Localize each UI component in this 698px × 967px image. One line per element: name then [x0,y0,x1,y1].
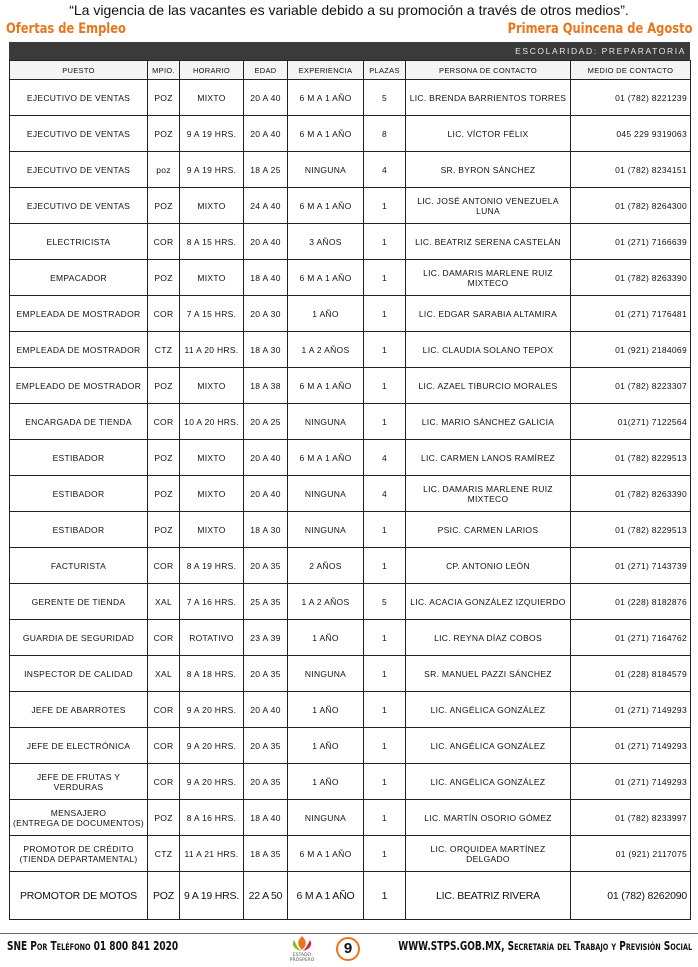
puesto-cell: MENSAJERO (ENTREGA DE DOCUMENTOS) [10,800,148,836]
job-offers-table [9,60,691,920]
edad-cell: 20 A 35 [244,656,288,692]
edad-cell: 23 A 39 [244,620,288,656]
contacto-cell: PSIC. CARMEN LARIOS [406,512,571,548]
experiencia-cell: NINGUNA [288,152,364,188]
mpio-cell: POZ [148,368,180,404]
medio-contacto-cell: 01 (921) 2117075 [571,836,691,872]
horario-cell: 7 A 15 HRS. [180,296,244,332]
edad-cell: 20 A 35 [244,764,288,800]
puesto-cell: EJECUTIVO DE VENTAS [10,80,148,116]
horario-cell: 8 A 18 HRS. [180,656,244,692]
experiencia-cell: 6 M A 1 AÑO [288,116,364,152]
experiencia-cell: NINGUNA [288,656,364,692]
horario-cell: MIXTO [180,368,244,404]
horario-cell: 9 A 19 HRS. [180,116,244,152]
mpio-cell: POZ [148,476,180,512]
horario-cell: 8 A 16 HRS. [180,800,244,836]
contacto-cell: LIC. JOSÉ ANTONIO VENEZUELA LUNA [406,188,571,224]
plazas-cell: 1 [364,512,406,548]
edad-cell: 18 A 40 [244,800,288,836]
mpio-cell: POZ [148,512,180,548]
puesto-cell: EMPLEADA DE MOSTRADOR [10,296,148,332]
plazas-cell: 1 [364,368,406,404]
medio-contacto-cell: 01 (782) 8229513 [571,512,691,548]
puesto-cell: ENCARGADA DE TIENDA [10,404,148,440]
edad-cell: 18 A 30 [244,332,288,368]
plazas-cell: 1 [364,404,406,440]
plazas-cell: 1 [364,800,406,836]
puesto-cell: INSPECTOR DE CALIDAD [10,656,148,692]
horario-cell: 9 A 19 HRS. [180,152,244,188]
puesto-cell: EMPLEADO DE MOSTRADOR [10,368,148,404]
contacto-cell: SR. BYRON SÁNCHEZ [406,152,571,188]
contacto-cell: LIC. AZAEL TIBURCIO MORALES [406,368,571,404]
flame-icon [282,934,322,962]
mpio-cell: COR [148,692,180,728]
plazas-cell: 1 [364,656,406,692]
experiencia-cell: 1 AÑO [288,620,364,656]
table-row [10,692,691,728]
contacto-cell: LIC. BEATRIZ RIVERA [406,872,571,920]
puesto-cell: EJECUTIVO DE VENTAS [10,116,148,152]
medio-contacto-cell: 01 (271) 7164762 [571,620,691,656]
contacto-cell: LIC. ACACIA GONZÁLEZ IZQUIERDO [406,584,571,620]
experiencia-cell: 1 A 2 AÑOS [288,332,364,368]
edad-cell: 20 A 40 [244,440,288,476]
contacto-cell: LIC. VÍCTOR FÉLIX [406,116,571,152]
table-row [10,548,691,584]
puesto-cell: JEFE DE FRUTAS Y VERDURAS [10,764,148,800]
edad-cell: 20 A 25 [244,404,288,440]
contacto-cell: LIC. MARTÍN OSORIO GÓMEZ [406,800,571,836]
mpio-cell: COR [148,296,180,332]
puesto-cell: ESTIBADOR [10,476,148,512]
horario-cell: 9 A 19 HRS. [180,872,244,920]
experiencia-cell: 6 M A 1 AÑO [288,188,364,224]
contacto-cell: LIC. DAMARIS MARLENE RUIZ MIXTECO [406,476,571,512]
contacto-cell: LIC. MARIO SÁNCHEZ GALICIA [406,404,571,440]
plazas-cell: 1 [364,260,406,296]
edad-cell: 20 A 40 [244,692,288,728]
contacto-cell: LIC. REYNA DÍAZ COBOS [406,620,571,656]
horario-cell: MIXTO [180,476,244,512]
plazas-cell: 1 [364,548,406,584]
plazas-cell: 1 [364,872,406,920]
edad-cell: 18 A 38 [244,368,288,404]
plazas-cell: 5 [364,584,406,620]
horario-cell: 11 A 21 HRS. [180,836,244,872]
table-row [10,512,691,548]
page-number: 9 [336,937,360,961]
experiencia-cell: 6 M A 1 AÑO [288,440,364,476]
medio-contacto-cell: 01 (921) 2184069 [571,332,691,368]
medio-contacto-cell: 01 (782) 8234151 [571,152,691,188]
period-label: Primera Quincena de Agosto [507,21,692,37]
table-row [10,800,691,836]
column-header: MPIO. [148,61,180,80]
edad-cell: 20 A 40 [244,476,288,512]
puesto-cell: JEFE DE ELECTRÓNICA [10,728,148,764]
horario-cell: MIXTO [180,80,244,116]
table-row [10,260,691,296]
table-row [10,116,691,152]
edad-cell: 20 A 35 [244,728,288,764]
table-row [10,728,691,764]
experiencia-cell: 3 AÑOS [288,224,364,260]
table-row [10,764,691,800]
page-title: Ofertas de Empleo [6,21,126,37]
footer-website: WWW.STPS.GOB.MX, Secretaría del Trabajo y Previsión Social [398,938,692,953]
edad-cell: 22 A 50 [244,872,288,920]
experiencia-cell: 1 AÑO [288,764,364,800]
experiencia-cell: NINGUNA [288,512,364,548]
table-row [10,440,691,476]
plazas-cell: 4 [364,440,406,476]
medio-contacto-cell: 01 (228) 8182876 [571,584,691,620]
experiencia-cell: 6 M A 1 AÑO [288,368,364,404]
edad-cell: 20 A 40 [244,80,288,116]
medio-contacto-cell: 01 (782) 8262090 [571,872,691,920]
contacto-cell: LIC. CLAUDIA SOLANO TEPOX [406,332,571,368]
experiencia-cell: 6 M A 1 AÑO [288,260,364,296]
medio-contacto-cell: 01 (271) 7149293 [571,692,691,728]
contacto-cell: LIC. DAMARIS MARLENE RUIZ MIXTECO [406,260,571,296]
table-row [10,368,691,404]
column-header: MEDIO DE CONTACTO [571,61,691,80]
puesto-cell: ELECTRICISTA [10,224,148,260]
logo-text-1: ESTADO [292,953,312,958]
table-row [10,152,691,188]
mpio-cell: CTZ [148,332,180,368]
puesto-cell: GUARDIA DE SEGURIDAD [10,620,148,656]
vigencia-banner: “La vigencia de las vacantes es variable debido a su promoción a través de otros medios”. [69,2,629,18]
experiencia-cell: 1 AÑO [288,728,364,764]
plazas-cell: 1 [364,764,406,800]
contacto-cell: LIC. EDGAR SARABIA ALTAMIRA [406,296,571,332]
contacto-cell: LIC. BEATRIZ SERENA CASTELÁN [406,224,571,260]
medio-contacto-cell: 01 (782) 8263390 [571,260,691,296]
horario-cell: 11 A 20 HRS. [180,332,244,368]
horario-cell: MIXTO [180,440,244,476]
mpio-cell: POZ [148,80,180,116]
plazas-cell: 4 [364,476,406,512]
experiencia-cell: NINGUNA [288,800,364,836]
mpio-cell: XAL [148,584,180,620]
experiencia-cell: 6 M A 1 AÑO [288,836,364,872]
puesto-cell: PROMOTOR DE CRÉDITO (TIENDA DEPARTAMENTAL) [10,836,148,872]
mpio-cell: COR [148,620,180,656]
horario-cell: 10 A 20 HRS. [180,404,244,440]
table-row [10,224,691,260]
estado-prospero-logo [282,934,322,962]
table-header-row [10,61,691,80]
puesto-cell: PROMOTOR DE MOTOS [10,872,148,920]
horario-cell: MIXTO [180,188,244,224]
medio-contacto-cell: 045 229 9319063 [571,116,691,152]
medio-contacto-cell: 01 (271) 7149293 [571,728,691,764]
edad-cell: 20 A 35 [244,548,288,584]
edad-cell: 18 A 30 [244,512,288,548]
mpio-cell: COR [148,404,180,440]
table-row [10,80,691,116]
medio-contacto-cell: 01 (228) 8184579 [571,656,691,692]
mpio-cell: COR [148,548,180,584]
medio-contacto-cell: 01 (782) 8221239 [571,80,691,116]
plazas-cell: 1 [364,296,406,332]
contacto-cell: LIC. ANGÉLICA GONZÁLEZ [406,692,571,728]
mpio-cell: POZ [148,188,180,224]
edad-cell: 25 A 35 [244,584,288,620]
table-body [10,80,691,920]
footer-divider [0,933,698,934]
plazas-cell: 1 [364,224,406,260]
table-row [10,656,691,692]
table-row [10,872,691,920]
table-row [10,584,691,620]
medio-contacto-cell: 01 (782) 8223307 [571,368,691,404]
table-row [10,476,691,512]
puesto-cell: JEFE DE ABARROTES [10,692,148,728]
plazas-cell: 1 [364,188,406,224]
experiencia-cell: 1 AÑO [288,692,364,728]
column-header: PERSONA DE CONTACTO [406,61,571,80]
column-header: EXPERIENCIA [288,61,364,80]
logo-text-2: PRÓSPERO [289,958,315,962]
medio-contacto-cell: 01 (782) 8264300 [571,188,691,224]
edad-cell: 24 A 40 [244,188,288,224]
edad-cell: 20 A 40 [244,116,288,152]
horario-cell: 7 A 16 HRS. [180,584,244,620]
horario-cell: MIXTO [180,512,244,548]
experiencia-cell: 6 M A 1 AÑO [288,80,364,116]
contacto-cell: CP. ANTONIO LEÓN [406,548,571,584]
experiencia-cell: 1 AÑO [288,296,364,332]
mpio-cell: POZ [148,800,180,836]
medio-contacto-cell: 01 (782) 8233997 [571,800,691,836]
column-header: HORARIO [180,61,244,80]
mpio-cell: COR [148,728,180,764]
plazas-cell: 5 [364,80,406,116]
table-row [10,404,691,440]
horario-cell: ROTATIVO [180,620,244,656]
medio-contacto-cell: 01 (782) 8263390 [571,476,691,512]
plazas-cell: 1 [364,728,406,764]
edad-cell: 18 A 25 [244,152,288,188]
puesto-cell: GERENTE DE TIENDA [10,584,148,620]
mpio-cell: poz [148,152,180,188]
plazas-cell: 1 [364,620,406,656]
experiencia-cell: 1 A 2 AÑOS [288,584,364,620]
puesto-cell: EJECUTIVO DE VENTAS [10,152,148,188]
table-row [10,620,691,656]
edad-cell: 18 A 40 [244,260,288,296]
mpio-cell: COR [148,224,180,260]
horario-cell: 8 A 19 HRS. [180,548,244,584]
mpio-cell: COR [148,764,180,800]
edad-cell: 18 A 35 [244,836,288,872]
medio-contacto-cell: 01(271) 7122564 [571,404,691,440]
horario-cell: 9 A 20 HRS. [180,728,244,764]
horario-cell: 9 A 20 HRS. [180,692,244,728]
plazas-cell: 1 [364,332,406,368]
horario-cell: MIXTO [180,260,244,296]
medio-contacto-cell: 01 (782) 8229513 [571,440,691,476]
experiencia-cell: 6 M A 1 AÑO [288,872,364,920]
contacto-cell: LIC. BRENDA BARRIENTOS TORRES [406,80,571,116]
table-row [10,296,691,332]
experiencia-cell: 2 AÑOS [288,548,364,584]
experiencia-cell: NINGUNA [288,404,364,440]
medio-contacto-cell: 01 (271) 7166639 [571,224,691,260]
puesto-cell: ESTIBADOR [10,512,148,548]
puesto-cell: EJECUTIVO DE VENTAS [10,188,148,224]
column-header: PUESTO [10,61,148,80]
mpio-cell: CTZ [148,836,180,872]
puesto-cell: EMPLEADA DE MOSTRADOR [10,332,148,368]
contacto-cell: LIC. CARMEN LANOS RAMÍREZ [406,440,571,476]
edad-cell: 20 A 30 [244,296,288,332]
experiencia-cell: NINGUNA [288,476,364,512]
mpio-cell: XAL [148,656,180,692]
column-header: EDAD [244,61,288,80]
puesto-cell: ESTIBADOR [10,440,148,476]
contacto-cell: LIC. ANGÉLICA GONZÁLEZ [406,764,571,800]
edad-cell: 20 A 40 [244,224,288,260]
contacto-cell: LIC. ORQUIDEA MARTÍNEZ DELGADO [406,836,571,872]
mpio-cell: POZ [148,116,180,152]
medio-contacto-cell: 01 (271) 7176481 [571,296,691,332]
plazas-cell: 8 [364,116,406,152]
puesto-cell: EMPACADOR [10,260,148,296]
medio-contacto-cell: 01 (271) 7143739 [571,548,691,584]
plazas-cell: 4 [364,152,406,188]
mpio-cell: POZ [148,260,180,296]
escolaridad-bar: ESCOLARIDAD: PREPARATORIA [9,42,690,60]
contacto-cell: LIC. ANGÉLICA GONZÁLEZ [406,728,571,764]
puesto-cell: FACTURISTA [10,548,148,584]
table-row [10,836,691,872]
column-header: PLAZAS [364,61,406,80]
footer-phone: SNE Por Teléfono 01 800 841 2020 [7,938,179,953]
table-row [10,332,691,368]
medio-contacto-cell: 01 (271) 7149293 [571,764,691,800]
mpio-cell: POZ [148,440,180,476]
plazas-cell: 1 [364,692,406,728]
horario-cell: 9 A 20 HRS. [180,764,244,800]
contacto-cell: SR. MANUEL PAZZI SÁNCHEZ [406,656,571,692]
horario-cell: 8 A 15 HRS. [180,224,244,260]
table-row [10,188,691,224]
mpio-cell: POZ [148,872,180,920]
plazas-cell: 1 [364,836,406,872]
